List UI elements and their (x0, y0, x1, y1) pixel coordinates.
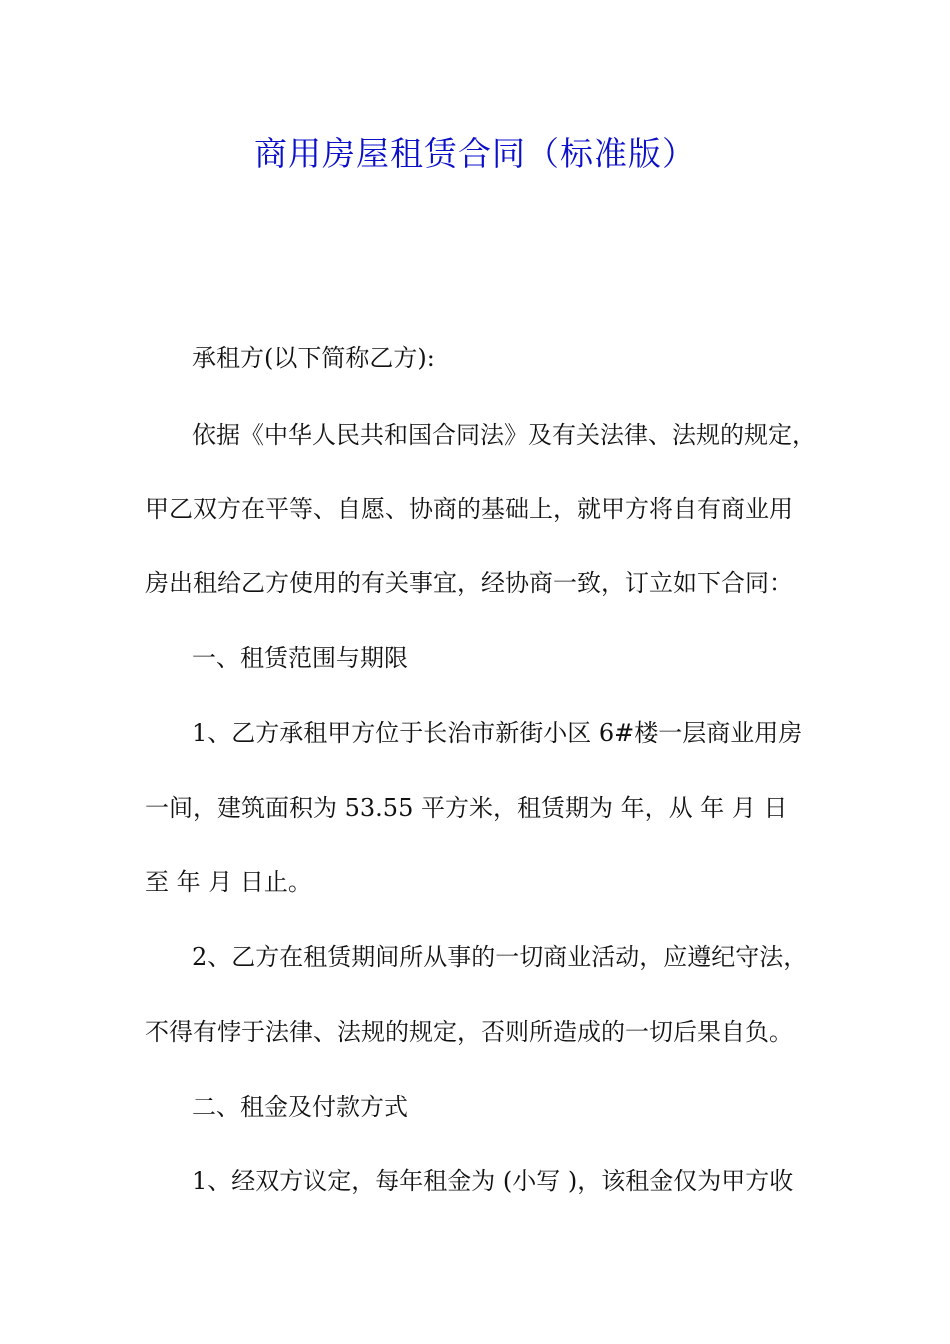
document-title: 商用房屋租赁合同（标准版） (254, 134, 696, 173)
clause-1-2-line-1: 2、乙方在租赁期间所从事的一切商业活动，应遵纪守法， (192, 943, 808, 971)
clause-1-1-line-3: 至 年 月 日止。 (145, 868, 312, 896)
paragraph-line-basis-cont-1: 甲乙双方在平等、自愿、协商的基础上，就甲方将自有商业用 (145, 495, 793, 523)
paragraph-line-lessee: 承租方(以下简称乙方): (192, 344, 435, 372)
clause-1-1-line-1: 1、乙方承租甲方位于长治市新街小区 6#楼一层商业用房 (192, 719, 803, 747)
section-heading-rent-payment: 二、租金及付款方式 (192, 1093, 408, 1121)
paragraph-line-basis: 依据《中华人民共和国合同法》及有关法律、法规的规定， (192, 421, 816, 449)
clause-1-2-line-2: 不得有悖于法律、法规的规定，否则所造成的一切后果自负。 (145, 1018, 793, 1046)
clause-2-1-line-1: 1、经双方议定，每年租金为 (小写 )，该租金仅为甲方收 (192, 1167, 794, 1195)
paragraph-line-basis-cont-2: 房出租给乙方使用的有关事宜，经协商一致，订立如下合同： (145, 569, 793, 597)
clause-1-1-line-2: 一间，建筑面积为 53.55 平方米，租赁期为 年，从 年 月 日 (145, 794, 788, 822)
section-heading-scope-term: 一、租赁范围与期限 (192, 644, 408, 672)
